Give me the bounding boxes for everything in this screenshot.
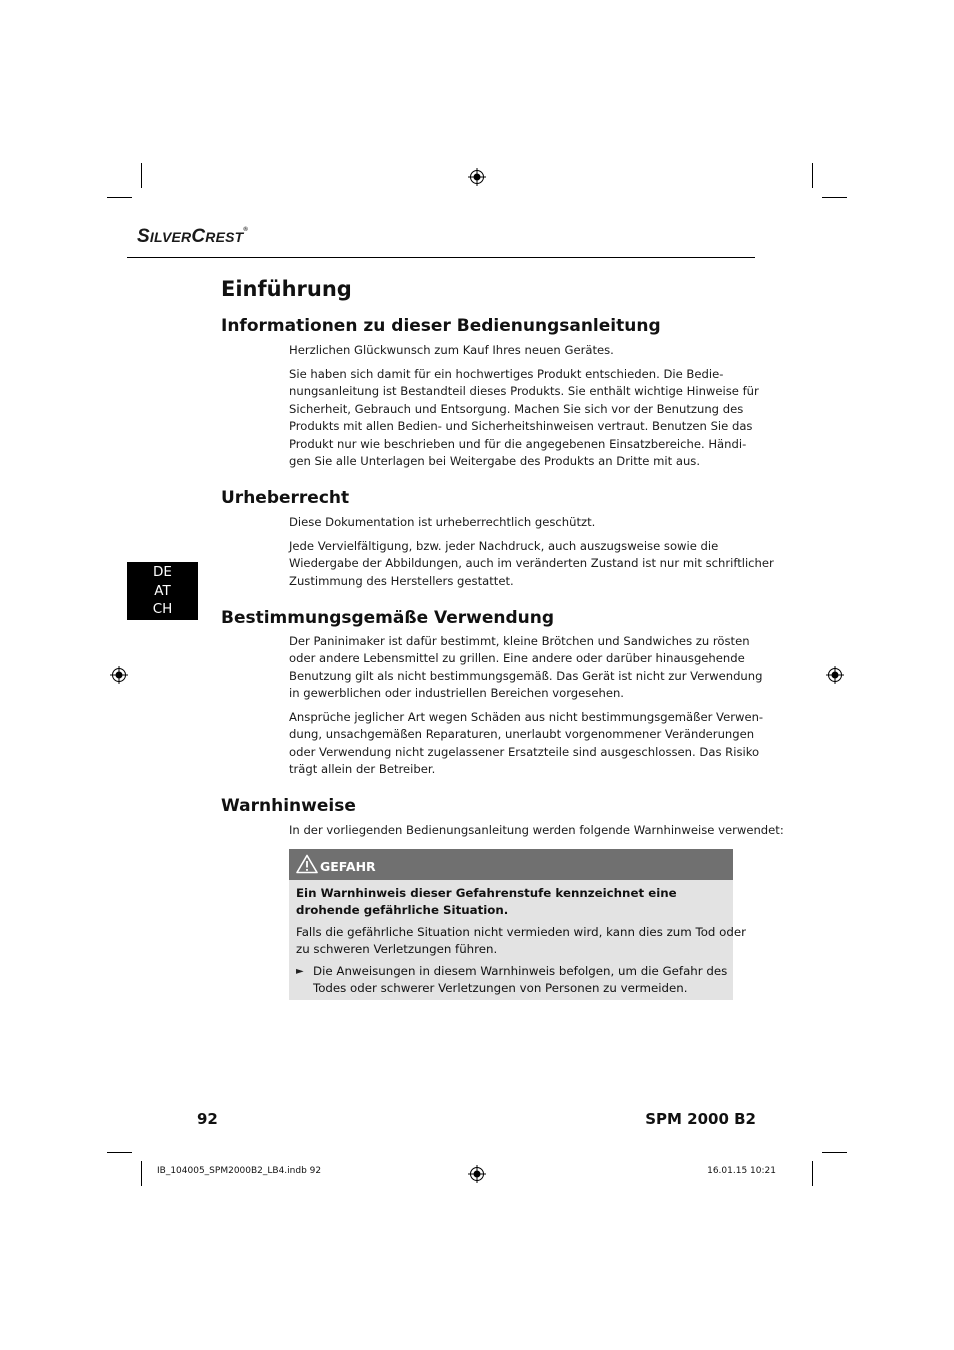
warning-header xyxy=(289,849,733,880)
text-line: Herzlichen Glückwunsch zum Kauf Ihres neuen Gerätes. xyxy=(289,343,614,357)
text-line: nungsanleitung ist Bestandteil dieses Produkts. Sie enthält wichtige Hinweise für xyxy=(289,384,759,399)
warning-summary xyxy=(296,885,726,920)
page-number: 92 xyxy=(197,1110,218,1128)
text-line: Zustimmung des Herstellers gestattet. xyxy=(289,573,514,588)
logo-letter: S xyxy=(137,226,150,247)
text-line: Produkts mit allen Bedien- und Sicherheitshinweisen vertraut. Benutzen Sie das xyxy=(289,419,753,434)
print-slug-file: IB_104005_SPM2000B2_LB4.indb 92 xyxy=(157,1166,322,1176)
text-line: Sicherheit, Gebrauch und Entsorgung. Machen Sie sich vor der Benutzung des xyxy=(289,401,744,416)
crop-mark xyxy=(107,1152,132,1153)
registration-mark-icon xyxy=(110,666,128,684)
warning-body xyxy=(289,880,746,1000)
text-line: Sie haben sich damit für ein hochwertiges Produkt entschieden. Die Bedie- xyxy=(289,367,724,381)
paragraph xyxy=(289,342,735,359)
text-line: trägt allein der Betreiber. xyxy=(289,762,436,777)
brand-logo xyxy=(137,227,248,246)
text-line: drohende gefährliche Situation. xyxy=(296,903,509,918)
text-line: Die Anweisungen in diesem Warnhinweis befolgen, um die Gefahr des xyxy=(313,964,728,978)
logo-letter: C xyxy=(191,226,206,247)
text-line: In der vorliegenden Bedienungsanleitung werden folgende Warnhinweise verwendet: xyxy=(289,823,784,837)
logo-letters: REST xyxy=(205,229,244,245)
crop-mark xyxy=(812,1161,813,1186)
warning-triangle-icon xyxy=(296,854,318,874)
paragraph xyxy=(289,633,763,703)
text-line: zu schweren Verletzungen führen. xyxy=(296,942,498,957)
bullet-arrow-icon: ► xyxy=(296,966,304,977)
text-line: oder Verwendung nicht zugelassener Ersatzteile sind ausgeschlossen. Das Risiko xyxy=(289,744,760,759)
paragraph xyxy=(289,538,774,590)
text-line: oder andere Lebensmittel zu grillen. Eine andere oder darüber hinausgehende xyxy=(289,651,745,666)
paragraph xyxy=(289,822,784,839)
crop-mark xyxy=(822,1152,847,1153)
print-slug-date: 16.01.15 10:21 xyxy=(707,1166,776,1176)
registration-mark-icon xyxy=(468,168,486,186)
crop-mark xyxy=(141,1161,142,1186)
warning-instruction xyxy=(313,963,728,998)
text-line: in gewerblichen oder industriellen Bereichen vorgesehen. xyxy=(289,686,624,701)
paragraph xyxy=(289,709,764,779)
language-code: DE xyxy=(153,564,172,580)
text-line: Produkt nur wie beschrieben und für die angegebenen Einsatzbereiche. Händi- xyxy=(289,436,747,451)
section-heading-warnings: Warnhinweise xyxy=(221,796,356,816)
page-title: Einführung xyxy=(221,277,352,301)
language-code: AT xyxy=(154,582,171,599)
paragraph xyxy=(289,514,735,531)
model-number: SPM 2000 B2 xyxy=(645,1110,756,1128)
registered-mark: ® xyxy=(243,227,249,233)
crop-mark xyxy=(822,197,847,198)
text-line: Falls die gefährliche Situation nicht vermieden wird, kann dies zum Tod oder xyxy=(296,925,746,939)
text-line: dung, unsachgemäßen Reparaturen, unerlaubt vorgenommener Veränderungen xyxy=(289,727,755,742)
paragraph xyxy=(289,366,759,470)
crop-mark xyxy=(141,163,142,188)
crop-mark xyxy=(812,163,813,188)
text-line: gen Sie alle Unterlagen bei Weitergabe des Produkts an Dritte mit aus. xyxy=(289,454,701,469)
text-line: Ansprüche jeglicher Art wegen Schäden aus nicht bestimmungsgemäßer Verwen- xyxy=(289,710,764,724)
text-line: Wiedergabe der Abbildungen, auch im veränderten Zustand ist nur mit schriftlicher xyxy=(289,556,774,571)
text-line: Benutzung gilt als nicht bestimmungsgemäß. Das Gerät ist nicht zur Verwendung xyxy=(289,668,763,683)
text-line: Diese Dokumentation ist urheberrechtlich geschützt. xyxy=(289,515,596,529)
language-tab xyxy=(127,562,198,620)
registration-mark-icon xyxy=(468,1165,486,1183)
crop-mark xyxy=(107,197,132,198)
logo-letters: ILVER xyxy=(149,229,192,245)
text-line: Der Paninimaker ist dafür bestimmt, kleine Brötchen und Sandwiches zu rösten xyxy=(289,634,750,648)
text-line: Todes oder schwerer Verletzungen von Personen zu vermeiden. xyxy=(313,981,688,996)
registration-mark-icon xyxy=(826,666,844,684)
language-code: CH xyxy=(152,601,173,617)
warning-consequence xyxy=(296,924,746,959)
section-heading-intended-use: Bestimmungsgemäße Verwendung xyxy=(221,608,555,628)
header-rule xyxy=(127,257,755,258)
section-heading-info: Informationen zu dieser Bedienungsanleitung xyxy=(221,316,661,336)
text-line: Jede Vervielfältigung, bzw. jeder Nachdruck, auch auszugsweise sowie die xyxy=(289,539,719,553)
warning-label: GEFAHR xyxy=(320,859,376,874)
text-line: Ein Warnhinweis dieser Gefahrenstufe kennzeichnet eine xyxy=(296,886,677,900)
section-heading-copyright: Urheberrecht xyxy=(221,488,350,508)
